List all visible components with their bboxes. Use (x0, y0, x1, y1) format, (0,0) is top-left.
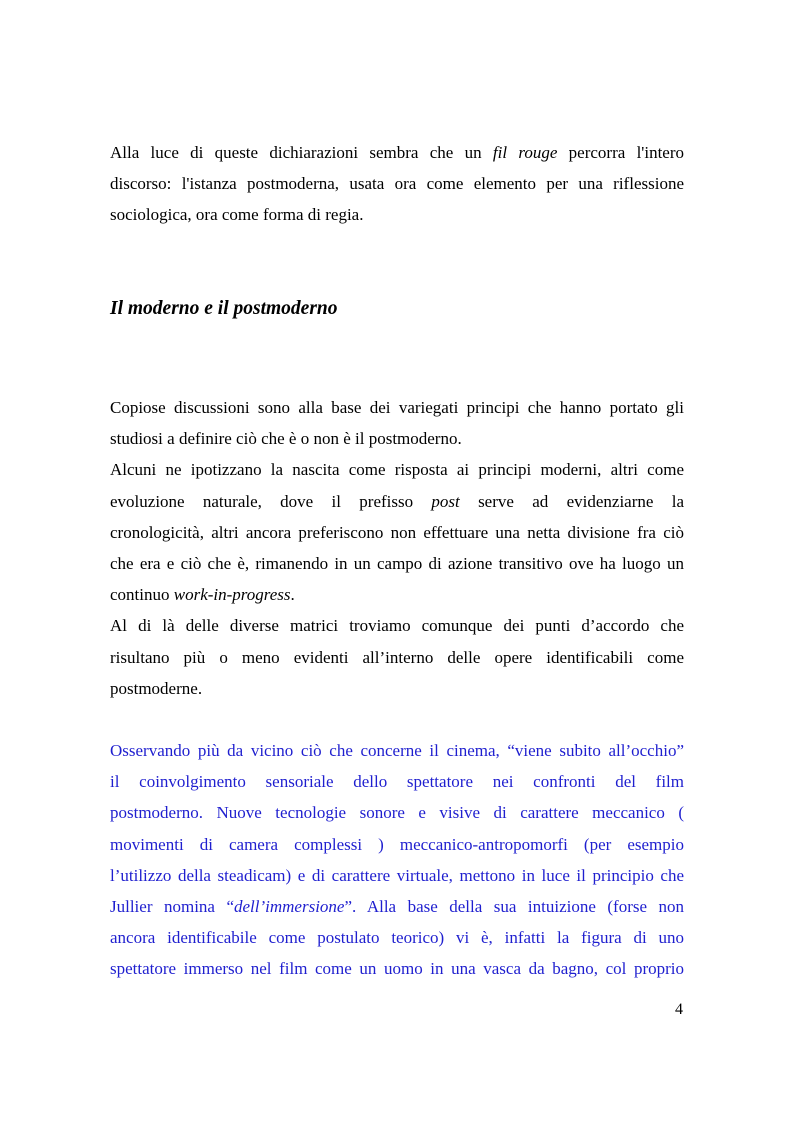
paragraph-fil-rouge (110, 137, 684, 231)
text-line: Osservando più da vicino ciò che concerne il cinema, “viene subito all’occhio” (110, 741, 684, 761)
text-line: Jullier nomina “dell’immersione”. Alla base della sua intuizione (forse non (110, 897, 684, 916)
text-line: studiosi a definire ciò che è o non è il postmoderno. (110, 429, 462, 449)
text-line: postmoderne. (110, 678, 203, 698)
section-heading: Il moderno e il postmoderno (110, 298, 338, 319)
text-line: postmoderno. Nuove tecnologie sonore e visive di carattere meccanico ( (110, 803, 684, 823)
text-line: spettatore immerso nel film come un uomo in una vasca da bagno, col proprio (110, 959, 684, 979)
text-line: ancora identificabile come postulato teorico) vi è, infatti la figura di uno (110, 928, 684, 948)
text-line: Copiose discussioni sono alla base dei variegati principi che hanno portato gli (110, 398, 684, 417)
text-line: che era e ciò che è, rimanendo in un campo di azione transitivo ove ha luogo un (110, 553, 684, 573)
text-line: Alcuni ne ipotizzano la nascita come risposta ai principi moderni, altri come (110, 460, 684, 480)
section-body (110, 392, 684, 985)
text-line: discorso: l'istanza postmoderna, usata ora come elemento per una riflessione (110, 174, 684, 194)
page-number: 4 (675, 1001, 683, 1018)
text-line: Al di là delle diverse matrici troviamo comunque dei punti d’accordo che (110, 616, 684, 636)
highlighted-paragraph (110, 735, 684, 985)
text-line: continuo work-in-progress. (110, 585, 295, 605)
text-line: evoluzione naturale, dove il prefisso post serve ad evidenziarne la (110, 491, 684, 511)
text-line: sociologica, ora come forma di regia. (110, 205, 364, 225)
text-line: il coinvolgimento sensoriale dello spettatore nei confronti del film (110, 772, 684, 792)
text-line: movimenti di camera complessi ) meccanico-antropomorfi (per esempio (110, 834, 684, 854)
text-line: risultano più o meno evidenti all’interno delle opere identificabili come (110, 647, 684, 667)
text-line: l’utilizzo della steadicam) e di carattere virtuale, mettono in luce il principio che (110, 865, 684, 885)
text-line: cronologicità, altri ancora preferiscono non effettuare una netta divisione fra ciò (110, 522, 684, 542)
text-line: Alla luce di queste dichiarazioni sembra che un fil rouge percorra l'intero (110, 143, 685, 162)
blank-line (110, 704, 684, 735)
